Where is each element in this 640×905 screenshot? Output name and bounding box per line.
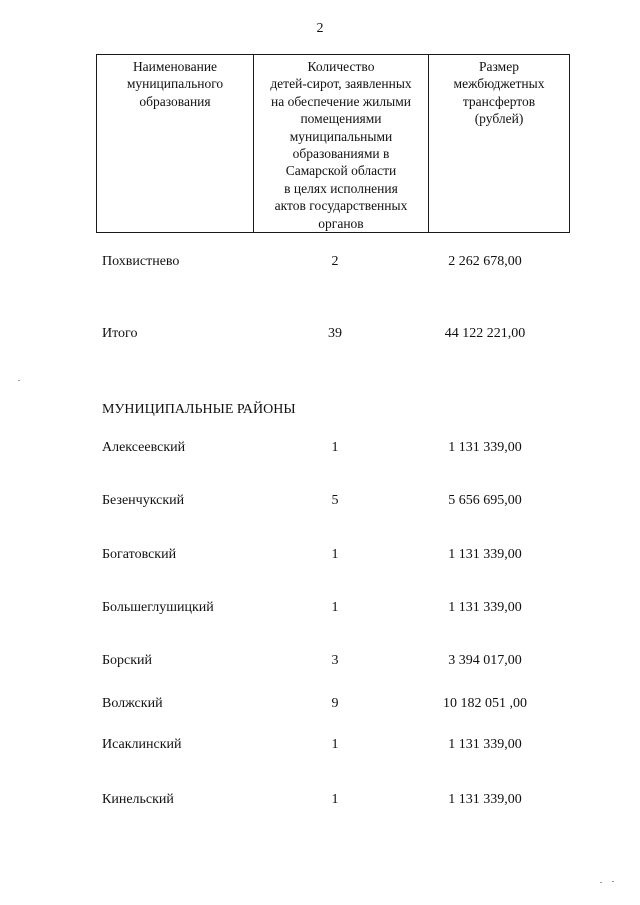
- header-line: в целях исполнения: [284, 180, 398, 196]
- row-count: 2: [331, 254, 339, 269]
- header-line: Количество: [307, 59, 375, 74]
- row-amount: 1 131 339,00: [448, 440, 522, 455]
- row-name: Кинельский: [102, 792, 174, 807]
- row-amount: 1 131 339,00: [448, 792, 522, 807]
- table-row: [0, 598, 640, 618]
- row-amount: 3 394 017,00: [448, 653, 522, 668]
- row-count: 1: [331, 737, 339, 752]
- row-amount: 2 262 678,00: [448, 254, 522, 269]
- row-count: 1: [331, 600, 339, 615]
- scan-speck: [612, 881, 614, 882]
- row-amount: 1 131 339,00: [448, 600, 522, 615]
- header-line: (рублей): [474, 111, 524, 127]
- row-count: 9: [331, 696, 339, 711]
- header-col-orphan-count: [254, 55, 429, 233]
- header-line: помещениями: [300, 111, 382, 127]
- row-amount: 44 122 221,00: [444, 326, 526, 341]
- row-count: 1: [331, 547, 339, 562]
- row-count: 1: [331, 440, 339, 455]
- table-row-total: [0, 324, 640, 344]
- row-name: Исаклинский: [102, 737, 182, 752]
- header-col-municipality: [97, 55, 254, 233]
- header-line: образованиями в: [292, 146, 390, 162]
- row-name: Похвистнево: [102, 254, 180, 269]
- header-line: трансфертов: [462, 93, 536, 109]
- header-line: органов: [318, 215, 364, 231]
- row-count: 3: [331, 653, 339, 668]
- table-row: [0, 438, 640, 458]
- header-line: Размер: [479, 59, 519, 74]
- row-name: Алексеевский: [102, 440, 186, 455]
- header-line: муниципальными: [289, 128, 393, 144]
- row-count: 1: [331, 792, 339, 807]
- row-name: Богатовский: [102, 547, 177, 562]
- row-amount: 10 182 051 ,00: [443, 696, 527, 711]
- header-line: Наименование: [132, 59, 218, 74]
- page-number: 2: [316, 21, 324, 36]
- header-line: детей-сирот, заявленных: [270, 76, 412, 92]
- table-row: [0, 790, 640, 810]
- row-count: 39: [328, 326, 342, 341]
- header-line: на обеспечение жилыми: [271, 93, 411, 109]
- header-col-transfer-amount: [429, 55, 570, 233]
- row-name: Борский: [102, 653, 153, 668]
- scan-speck: [600, 882, 602, 883]
- header-line: образования: [139, 93, 211, 109]
- row-name: Большеглушицкий: [102, 600, 214, 615]
- row-name: Безенчукский: [102, 493, 185, 508]
- table-row: [0, 735, 640, 755]
- table-row: [0, 545, 640, 565]
- table-row: [0, 491, 640, 511]
- scan-speck: [18, 380, 20, 381]
- header-line: муниципального: [126, 76, 224, 92]
- row-amount: 1 131 339,00: [448, 547, 522, 562]
- row-name: Итого: [102, 326, 138, 341]
- header-line: межбюджетных: [453, 76, 545, 92]
- table-header: [96, 54, 570, 233]
- row-amount: 5 656 695,00: [448, 493, 522, 508]
- table-row: [0, 694, 640, 714]
- row-name: Волжский: [102, 696, 163, 711]
- table-row: [0, 651, 640, 671]
- row-count: 5: [331, 493, 339, 508]
- section-title: МУНИЦИПАЛЬНЫЕ РАЙОНЫ: [102, 402, 296, 417]
- header-line: актов государственных: [274, 198, 408, 214]
- table-row: [0, 252, 640, 272]
- header-line: Самарской области: [285, 163, 397, 179]
- row-amount: 1 131 339,00: [448, 737, 522, 752]
